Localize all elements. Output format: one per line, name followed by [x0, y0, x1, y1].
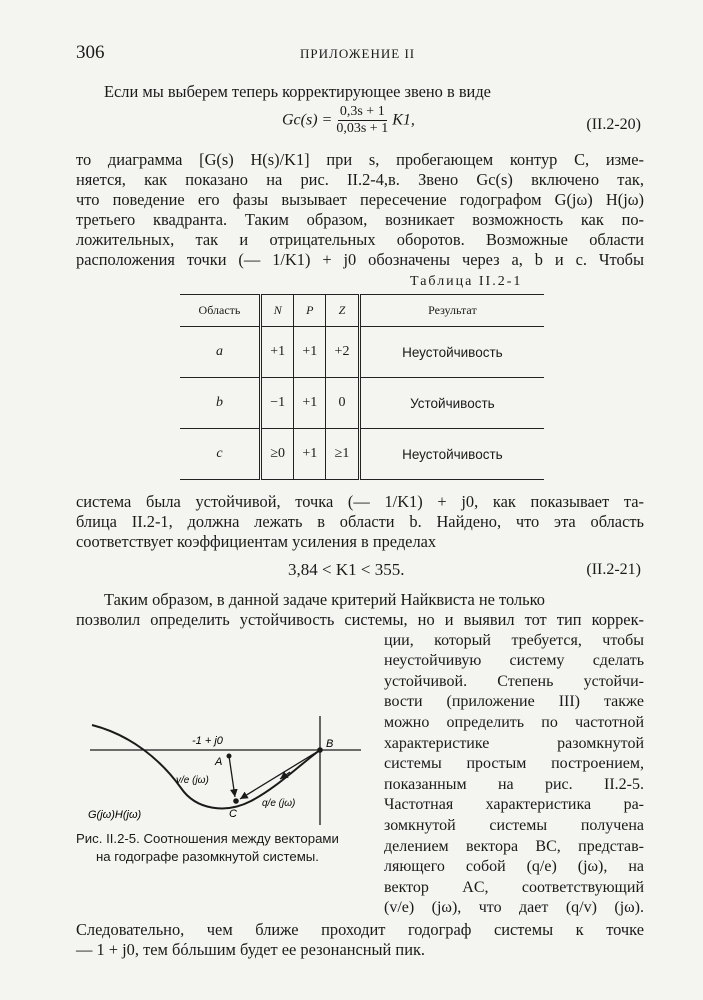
table-header-z: Z	[326, 295, 360, 327]
point-c	[233, 798, 239, 804]
label-curve: G(jω)H(jω)	[88, 809, 142, 821]
vector-q-e	[240, 750, 320, 799]
eq20-numerator: 0,3s + 1	[339, 104, 385, 119]
eq20-denominator: 0,03s + 1	[336, 121, 389, 136]
para1-line-1: то диаграмма [G(s) H(s)/K1] при s, пробегающем контур C, изме-	[76, 150, 644, 169]
results-table	[180, 294, 544, 480]
table-header-result: Результат	[359, 295, 544, 327]
label-a: A	[215, 756, 223, 768]
para3-right-line: делением вектора BC, представ-	[384, 838, 644, 855]
para3-right-line: Частотная характеристика ра-	[384, 796, 644, 813]
table-header-row	[180, 295, 544, 327]
table-row	[180, 327, 544, 378]
para3-right-line: неустойчивую систему сделать	[384, 652, 644, 669]
para1-line-4: третьего квадранта. Таким образом, возникает возможность как по-	[76, 210, 644, 229]
table-cell-z: +2	[326, 327, 360, 378]
para3-line-2: позволил определить устойчивость системы, но и выявил тот тип коррек-	[76, 610, 644, 629]
label-v-e: v/e (jω)	[176, 775, 209, 786]
para1-line-6: расположения точки (— 1/K1) + j0 обозначены через a, b и c. Чтобы	[76, 250, 644, 269]
para3-right-line: можно определить по частотной	[384, 714, 644, 731]
para3-right-line: ляющего собой (q/e) (jω), на	[384, 858, 644, 875]
para3-right-line: показанным на рис. II.2-5.	[384, 776, 644, 793]
table-row	[180, 429, 544, 480]
vector-v-e	[229, 756, 235, 797]
table-cell-result: Неустойчивость	[359, 327, 544, 378]
eq20-fraction	[336, 104, 388, 137]
eq20-lhs: Gc(s) =	[282, 111, 333, 129]
label-b: B	[326, 738, 334, 750]
running-head: ПРИЛОЖЕНИЕ II	[300, 46, 416, 61]
table-header-n: N	[260, 295, 294, 327]
para2-line-1: система была устойчивой, точка (— 1/K1) + j0, как показывает та-	[76, 492, 644, 511]
equation-ii-2-20	[282, 104, 415, 137]
para3-right-line: устойчивой. Степень устойчи-	[384, 673, 644, 690]
eq20-factor: K1,	[392, 111, 415, 129]
para2-line-3: соответствует коэффициентам усиления в пределах	[76, 532, 437, 551]
label-q-e: q/e (jω)	[262, 798, 296, 809]
para1-line-2: няется, как показано на рис. II.2-4,в. Звено Gc(s) включено так,	[76, 170, 644, 189]
para2-line-2: блица II.2-1, должна лежать в области b. Найдено, что эта область	[76, 512, 644, 531]
para3-end-line-1: Следовательно, чем ближе проходит годограф системы к точке	[76, 920, 644, 939]
para3-right-line: вости (приложение III) также	[384, 693, 644, 710]
para3-line-1: Таким образом, в данной задаче критерий Найквиста не только	[104, 590, 545, 609]
para3-right-line: зомкнутой системы получена	[384, 817, 644, 834]
label-c: C	[229, 808, 237, 820]
table-caption: Таблица II.2-1	[410, 274, 523, 289]
para3-right-line: (v/e) (jω), что дает (q/v) (jω).	[384, 899, 644, 916]
table-cell-n: −1	[260, 378, 294, 429]
table-cell-region: b	[180, 378, 260, 429]
para3-right-line: вектор AC, соответствующий	[384, 879, 644, 896]
table-header-p: P	[294, 295, 326, 327]
label-minus-one: -1 + j0	[192, 735, 223, 747]
page-number: 306	[76, 42, 105, 63]
para1-line-5: ложительных, так и отрицательных оборотов. Возможные области	[76, 230, 644, 249]
equation-ii-2-21: 3,84 < K1 < 355.	[288, 560, 405, 579]
table-cell-z: 0	[326, 378, 360, 429]
eq20-label: (II.2-20)	[586, 116, 641, 133]
figure-nyquist-vectors	[76, 708, 366, 826]
table-cell-n: +1	[260, 327, 294, 378]
table-cell-region: c	[180, 429, 260, 480]
table-row	[180, 378, 544, 429]
figure-caption-line: Рис. II.2-5. Соотношения между векторами	[76, 831, 339, 846]
intro-line: Если мы выберем теперь корректирующее звено в виде	[104, 82, 491, 101]
para1-line-3: что поведение его фазы вызывает пересечение годографом G(jω) H(jω)	[76, 190, 644, 209]
para3-right-line: ции, который требуется, чтобы	[384, 632, 644, 649]
table-cell-p: +1	[294, 429, 326, 480]
para3-right-line: системы простым построением,	[384, 755, 644, 772]
table-cell-p: +1	[294, 327, 326, 378]
eq21-label: (II.2-21)	[586, 561, 641, 578]
table-cell-region: a	[180, 327, 260, 378]
table-cell-result: Неустойчивость	[359, 429, 544, 480]
table-cell-result: Устойчивость	[359, 378, 544, 429]
figure-caption-line: на годографе разомкнутой системы.	[96, 849, 319, 864]
para3-end-line-2: — 1 + j0, тем бóльшим будет ее резонансный пик.	[76, 940, 426, 959]
para3-right-line: характеристике разомкнутой	[384, 735, 644, 752]
table-cell-z: ≥1	[326, 429, 360, 480]
table-cell-p: +1	[294, 378, 326, 429]
figure-caption	[76, 830, 366, 866]
table-header-region: Область	[180, 295, 260, 327]
table-cell-n: ≥0	[260, 429, 294, 480]
